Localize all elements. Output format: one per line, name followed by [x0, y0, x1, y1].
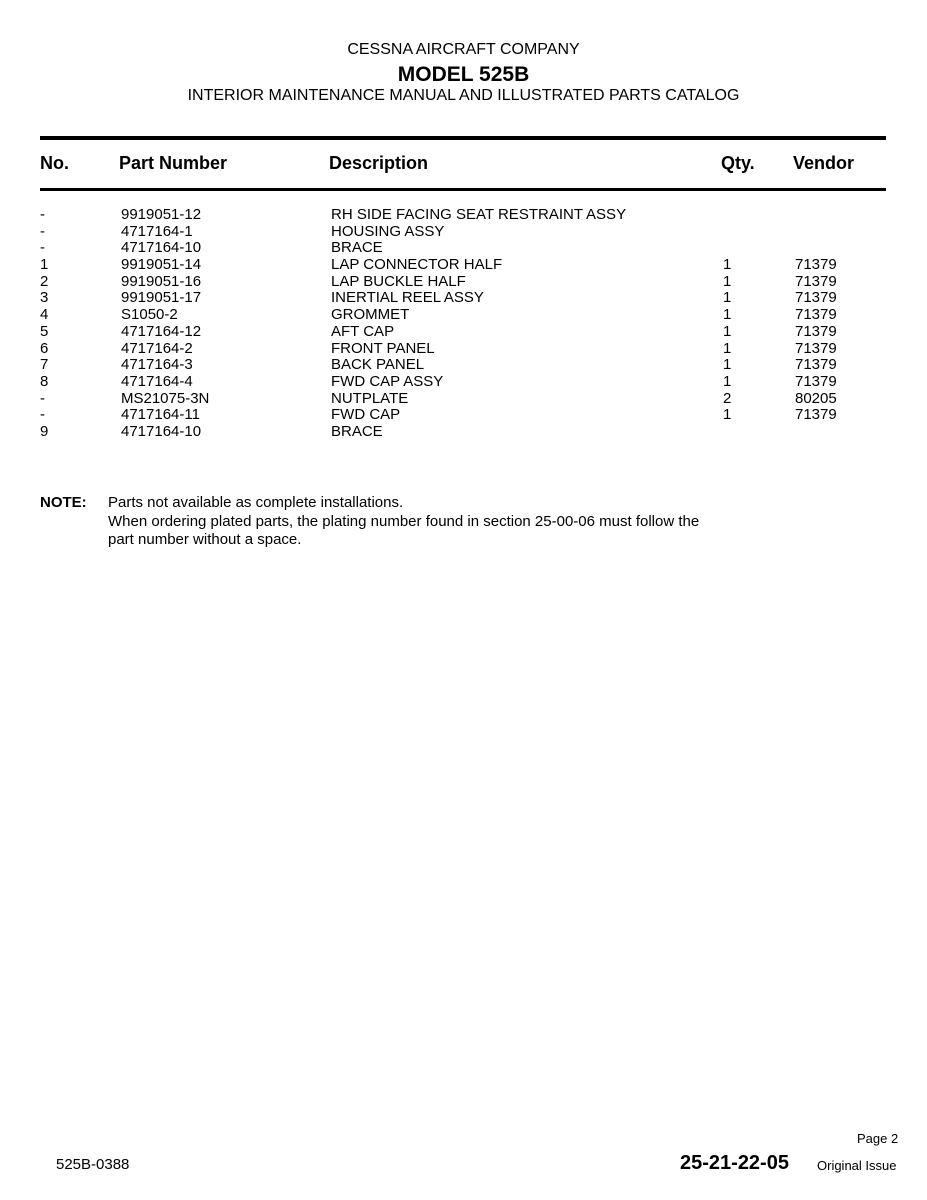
top-divider [40, 136, 886, 140]
description-cell: RH SIDE FACING SEAT RESTRAINT ASSY [331, 206, 627, 223]
page-number: Page 2 [857, 1131, 899, 1146]
quantity-cell: 1 [723, 289, 732, 307]
item-number-cell: 1 [40, 256, 49, 274]
item-number-cell: - [40, 389, 45, 407]
vendor-code-cell: 71379 [795, 356, 837, 374]
item-number-cell: 6 [40, 339, 49, 357]
part-number-cell: 4717164-2 [121, 339, 193, 357]
description-cell: GROMMET [331, 306, 410, 324]
vendor-code-cell: 71379 [795, 289, 837, 307]
vendor-code-cell: 71379 [795, 406, 837, 424]
part-number-cell: 9919051-12 [121, 206, 202, 223]
description-cell: LAP CONNECTOR HALF [331, 256, 503, 274]
table-row [0, 407, 927, 424]
table-row [0, 257, 927, 274]
header-divider [40, 188, 886, 191]
column-header-no: No. [40, 153, 69, 173]
part-number-cell: 4717164-11 [121, 406, 200, 424]
quantity-cell: 1 [723, 322, 732, 340]
vendor-code-cell: 80205 [795, 389, 837, 407]
table-row [0, 357, 927, 374]
table-row [0, 374, 927, 391]
item-number-cell: 7 [40, 356, 49, 374]
vendor-code-cell: 71379 [795, 372, 837, 390]
description-cell: BRACE [331, 422, 383, 440]
table-row [0, 224, 927, 241]
company-name: CESSNA AIRCRAFT COMPANY [347, 41, 580, 58]
parts-table [0, 207, 927, 441]
table-row [0, 290, 927, 307]
part-number-cell: 4717164-10 [121, 239, 202, 257]
description-cell: BACK PANEL [331, 356, 425, 374]
section-number: 25-21-22-05 [680, 1152, 789, 1174]
table-row [0, 341, 927, 358]
document-code: 525B-0388 [56, 1156, 130, 1173]
model-title: MODEL 525B [397, 63, 530, 86]
item-number-cell: - [40, 239, 45, 257]
column-header-vendor: Vendor [793, 153, 855, 173]
item-number-cell: 4 [40, 306, 49, 324]
vendor-code-cell: 71379 [795, 256, 837, 274]
description-cell: AFT CAP [331, 322, 395, 340]
part-number-cell: 9919051-17 [121, 289, 202, 307]
table-row [0, 207, 927, 224]
item-number-cell: - [40, 206, 45, 223]
table-row [0, 424, 927, 441]
quantity-cell: 1 [723, 372, 732, 390]
part-number-cell: 9919051-14 [121, 256, 202, 274]
table-row [0, 324, 927, 341]
description-cell: HOUSING ASSY [331, 222, 445, 240]
item-number-cell: 3 [40, 289, 49, 307]
note-text [108, 494, 699, 550]
vendor-code-cell: 71379 [795, 272, 837, 290]
column-header-part-number: Part Number [119, 153, 228, 173]
part-number-cell: MS21075-3N [121, 389, 210, 407]
quantity-cell: 1 [723, 406, 732, 424]
column-header-qty: Qty. [721, 153, 755, 173]
item-number-cell: 8 [40, 372, 49, 390]
item-number-cell: - [40, 406, 45, 424]
description-cell: LAP BUCKLE HALF [331, 272, 466, 290]
item-number-cell: 2 [40, 272, 49, 290]
quantity-cell: 1 [723, 256, 732, 274]
item-number-cell: 5 [40, 322, 49, 340]
part-number-cell: 4717164-3 [121, 356, 193, 374]
description-cell: FWD CAP ASSY [331, 372, 444, 390]
part-number-cell: S1050-2 [121, 306, 178, 324]
item-number-cell: - [40, 222, 45, 240]
description-cell: FWD CAP [331, 406, 401, 424]
quantity-cell: 1 [723, 306, 732, 324]
description-cell: NUTPLATE [331, 389, 409, 407]
table-row [0, 391, 927, 408]
description-cell: FRONT PANEL [331, 339, 435, 357]
quantity-cell: 1 [723, 339, 732, 357]
table-row [0, 240, 927, 257]
column-header-description: Description [329, 153, 429, 173]
part-number-cell: 4717164-4 [121, 372, 193, 390]
table-row [0, 307, 927, 324]
description-cell: INERTIAL REEL ASSY [331, 289, 484, 307]
part-number-cell: 4717164-1 [121, 222, 193, 240]
issue-status: Original Issue [817, 1158, 897, 1173]
description-cell: BRACE [331, 239, 383, 257]
vendor-code-cell: 71379 [795, 306, 837, 324]
part-number-cell: 9919051-16 [121, 272, 202, 290]
note-label: NOTE: [40, 494, 87, 511]
quantity-cell: 2 [723, 389, 732, 407]
item-number-cell: 9 [40, 422, 49, 440]
note-line: Parts not available as complete installations. [108, 494, 404, 511]
vendor-code-cell: 71379 [795, 322, 837, 340]
manual-title: INTERIOR MAINTENANCE MANUAL AND ILLUSTRATED PARTS CATALOG [187, 87, 740, 104]
note-line: part number without a space. [108, 531, 302, 548]
note-line: When ordering plated parts, the plating number found in section 25-00-06 must follow the [108, 512, 700, 530]
part-number-cell: 4717164-12 [121, 322, 202, 340]
table-row [0, 274, 927, 291]
quantity-cell: 1 [723, 356, 732, 374]
quantity-cell: 1 [723, 272, 732, 290]
vendor-code-cell: 71379 [795, 339, 837, 357]
part-number-cell: 4717164-10 [121, 422, 202, 440]
